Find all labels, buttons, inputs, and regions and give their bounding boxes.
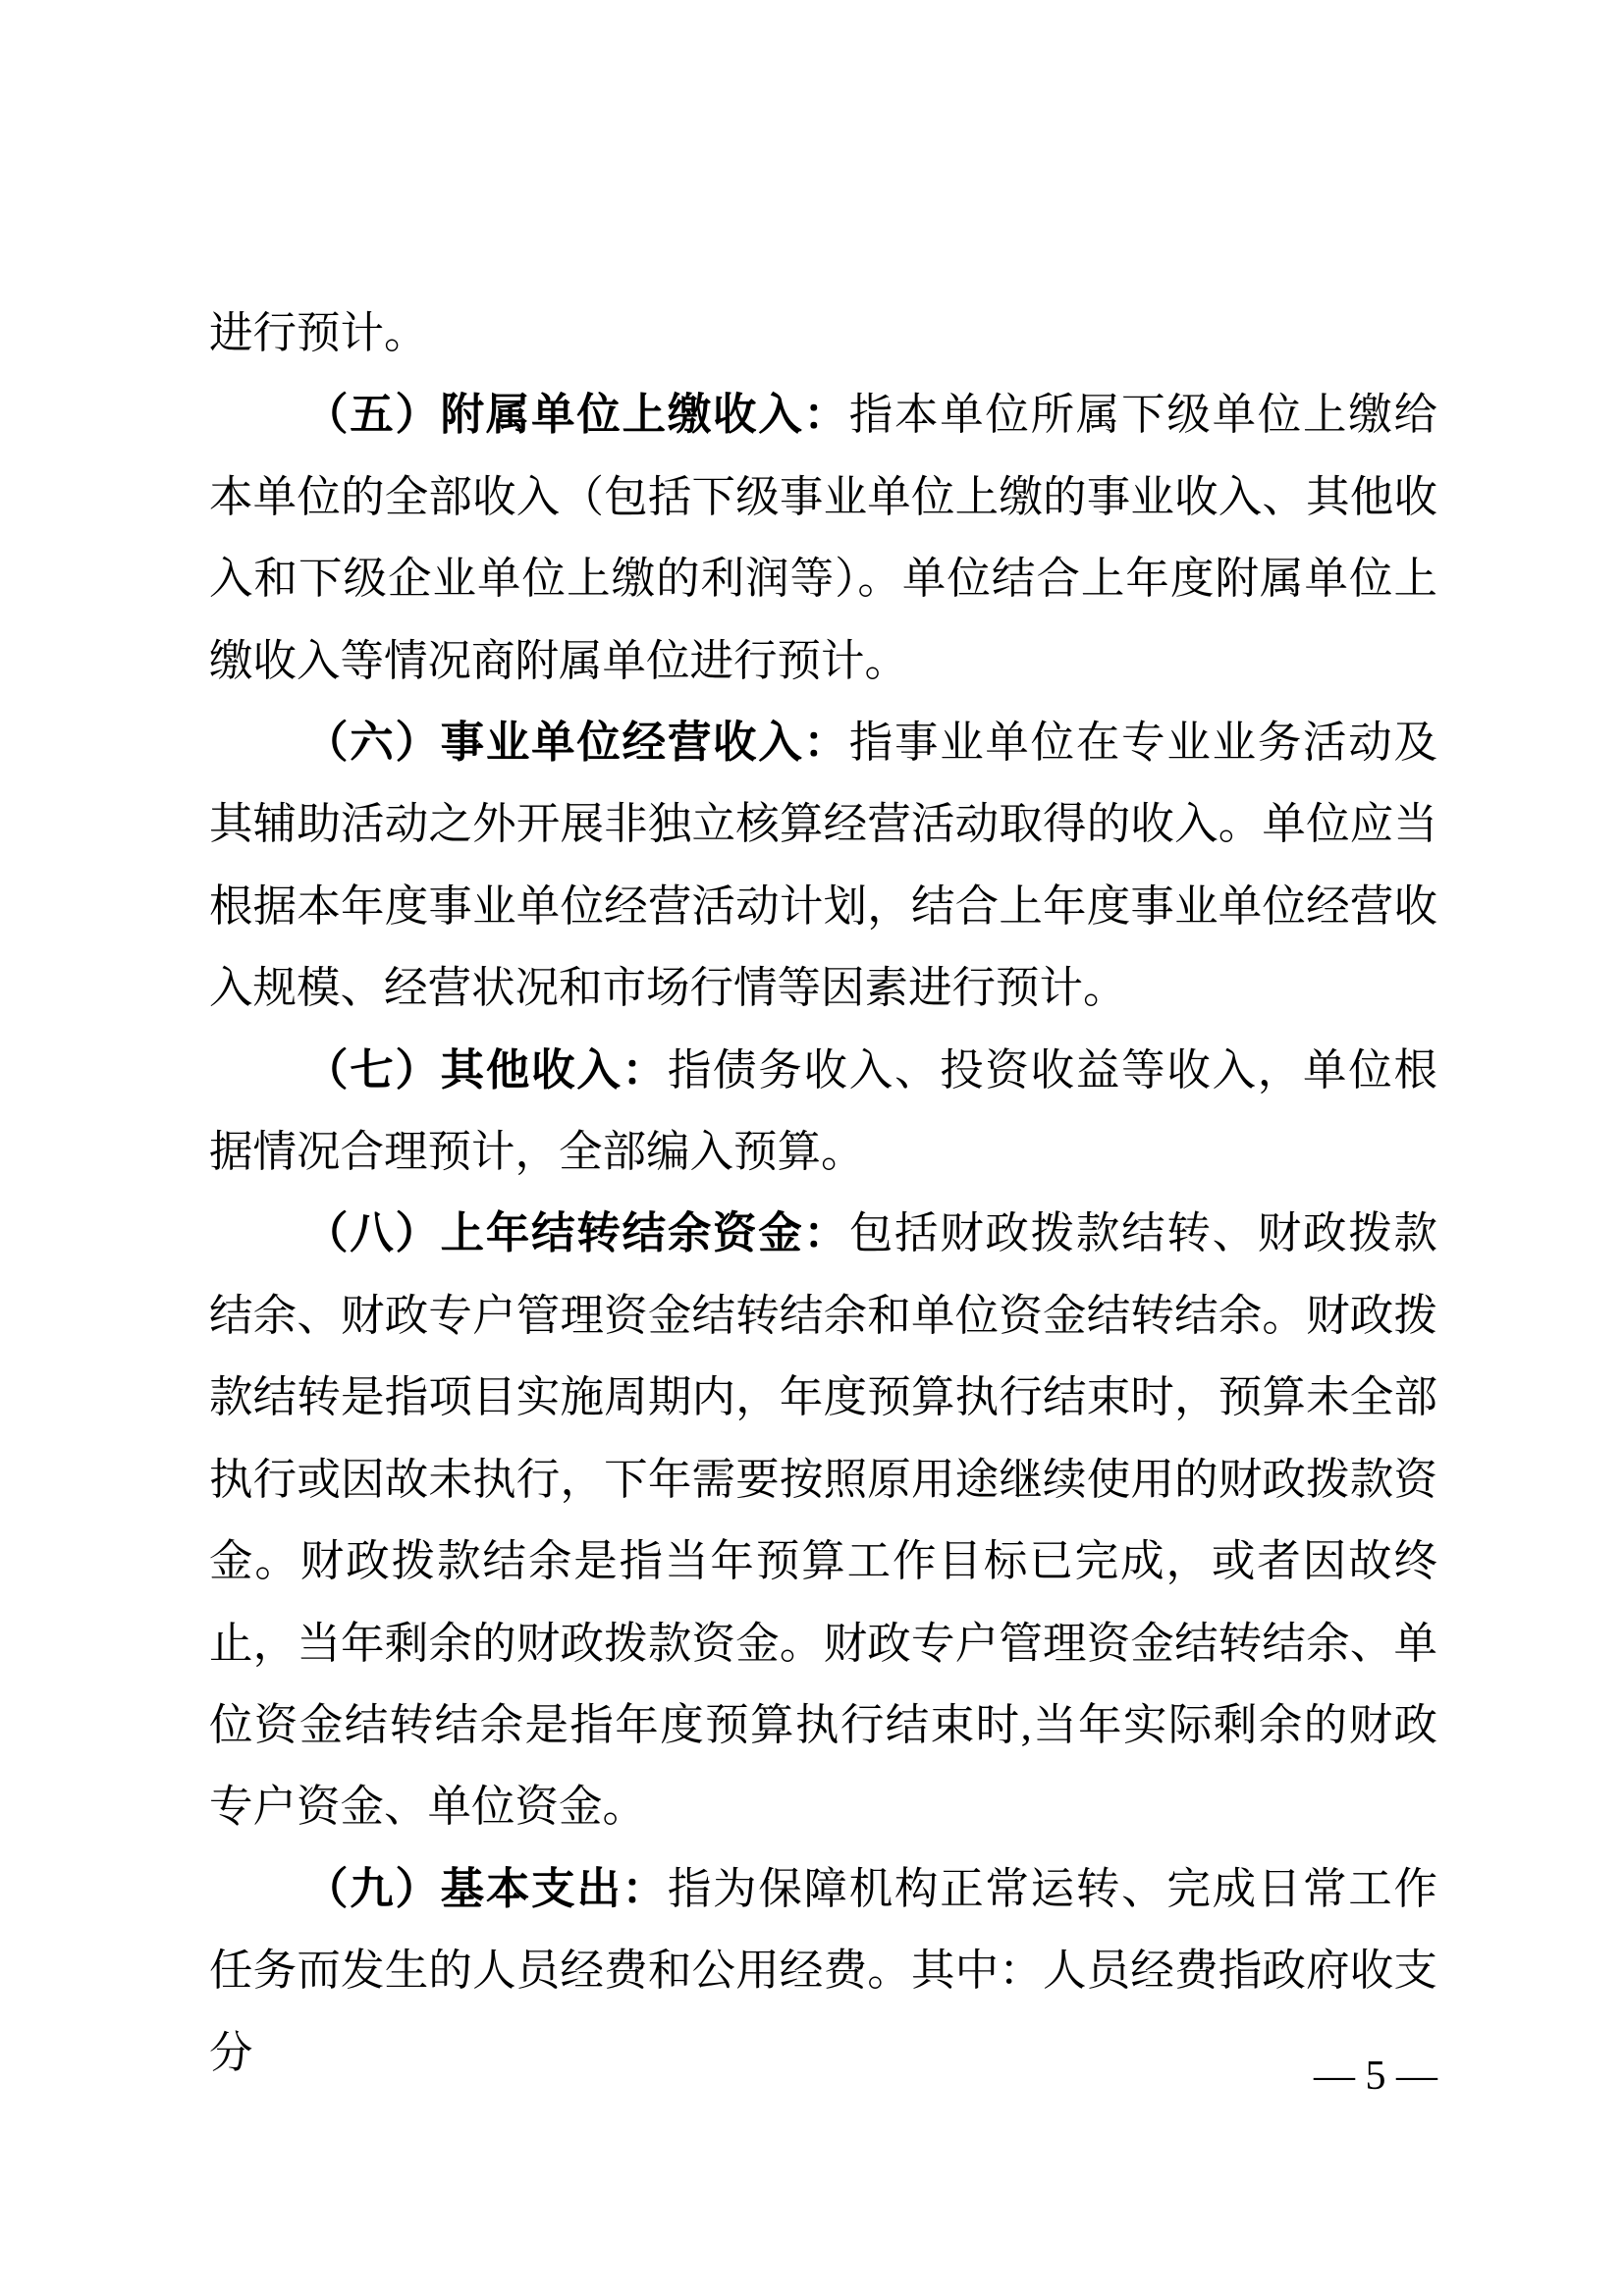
document-body <box>209 293 1437 2094</box>
paragraph-lead: （九）基本支出： <box>304 1863 668 1913</box>
paragraph <box>209 1193 1437 1847</box>
paragraph-text: 指为保障机构正常运转、完成日常工作任务而发生的人员经费和公用经费。其中：人员经费指政府收支分 <box>209 1863 1437 2077</box>
paragraph-text: 进行预计。 <box>209 308 428 357</box>
paragraph-text: 包括财政拨款结转、财政拨款结余、财政专户管理资金结转结余和单位资金结转结余。财政拨款结转是指项目实施周期内，年度预算执行结束时，预算未全部执行或因故未执行，下年需要按照原用途继续使用的财政拨款资金。财政拨款结余是指当年预算工作目标已完成，或者因故终止，当年剩余的财政拨款资金。财政专户管理资金结转结余、单位资金结转结余是指年度预算执行结束时,当年实际剩余的财政专户资金、单位资金。 <box>209 1208 1437 1832</box>
paragraph <box>209 1030 1437 1194</box>
paragraph <box>209 374 1437 702</box>
paragraph-text: 指债务收入、投资收益等收入，单位根据情况合理预计，全部编入预算。 <box>209 1044 1437 1177</box>
paragraph-lead: （五）附属单位上缴收入： <box>304 390 849 440</box>
paragraph-lead: （六）事业单位经营收入： <box>304 718 849 768</box>
paragraph-text: 指本单位所属下级单位上缴给本单位的全部收入（包括下级事业单位上缴的事业收入、其他收入和下级企业单位上缴的利润等）。单位结合上年度附属单位上缴收入等情况商附属单位进行预计。 <box>209 390 1437 685</box>
page-number: — 5 — <box>1314 2054 1437 2099</box>
paragraph <box>209 702 1437 1030</box>
paragraph-lead: （七）其他收入： <box>304 1044 668 1095</box>
paragraph <box>209 293 1437 374</box>
paragraph-text: 指事业单位在专业业务活动及其辅助活动之外开展非独立核算经营活动取得的收入。单位应当根据本年度事业单位经营活动计划，结合上年度事业单位经营收入规模、经营状况和市场行情等因素进行预计。 <box>209 718 1437 1013</box>
paragraph-lead: （八）上年结转结余资金： <box>304 1208 849 1258</box>
